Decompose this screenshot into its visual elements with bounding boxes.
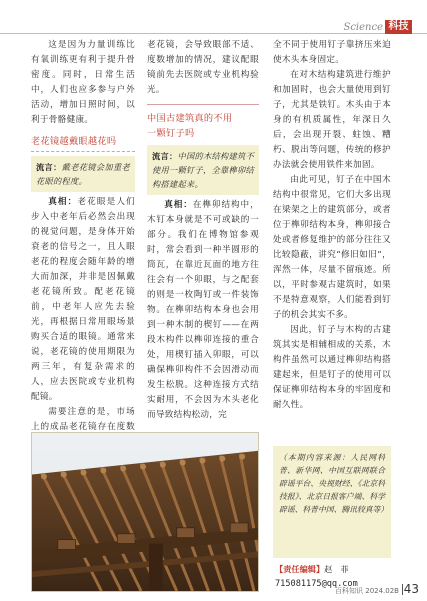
section-label-zh: 科技 [385,20,412,34]
header-rule [0,33,427,34]
paragraph: 需要注意的是，市场上的成品老花镜存在度数 [31,407,135,432]
rumor-text: 戴老花镜会加重老花眼的程度。 [36,162,130,186]
truth-text: 老花眼是人们步入中老年后必然会出现的视觉问题，是身体开始衰老的信号之一，且人眼老花的程度会随年龄的增大而加深，并非是因佩戴老花镜所致。配老花镜前，中老年人应先去验光，再根据日常用眼场景购买合适的眼镜。通常来说，老花镜的使用期限为两三年，有复杂需求的人，应去医院或专业机构配镜。 [31,197,135,402]
article-column-3 [273,38,391,413]
section-heading: 老花镜越戴眼越花吗 [31,136,117,147]
heading-divider [31,151,135,152]
page-number: 43 [403,582,419,596]
rumor-text: 中国的木结构建筑不使用一颗钉子，全靠榫卯结构搭建起来。 [152,151,255,189]
article-column-1 [31,38,135,480]
section-heading-line2: 一颗钉子吗 [147,128,195,139]
rumor-callout [31,156,135,192]
rumor-callout [147,145,259,195]
paragraph [31,195,135,405]
paragraph: 全不同于使用钉子靠挤压来迫使木头本身固定。 [273,40,391,65]
section-divider [147,104,259,105]
rumor-label: 流言： [152,151,178,161]
ancient-eaves-photo [31,432,259,592]
editor-tag: 【责任编辑】 [275,564,325,574]
paragraph [147,198,259,423]
truth-text: 在榫卯结构中，木钉本身就是不可或缺的一部分。我们在博物馆参观时，常会看到一种半圆形的筒瓦，在靠近瓦面的地方往往会有一个卯眼，与之配套的则是一枚陶钉或一件装饰物。在榫卯结构本身也会用到一种木制的楔钉——在两段木构件以榫卯连接的重合处，用楔钉插入卯眼，可以确保榫卯构件不会因滑动而发生松脱。这种连接方式结实耐用，不会因为木头老化而导致结构松动，完 [147,200,259,420]
truth-label: 真相： [48,197,78,207]
paragraph: 这是因为力量训练比有氧训练更有利于提升骨密度。同时，日常生活中，人们也应多参与户外活动，增加日照时间，以利于骨骼健康。 [31,40,135,125]
editor-name: 赵 菲 [324,564,349,574]
paragraph: 在对木结构建筑进行维护和加固时，也会大量使用到钉子，尤其是铁钉。木头由于本身的有机质属性，年深日久后，会出现开裂、蛀蚀、糟朽、脱出等问题，传统的修护办法就会使用铁件来加固。 [273,70,391,170]
footer-magazine-label: 百科知识 2024.02B [335,587,399,595]
rumor-label: 流言： [36,162,62,172]
editor-line [275,563,349,575]
paragraph: 老花镜，会导致眼部不适、度数增加的情况，建议配眼镜前先去医院或专业机构验光。 [147,40,259,95]
source-credit-box [273,446,391,558]
paragraph: 由此可见，钉子在中国木结构中很常见，它们大多出现在梁架之上的建筑部分，或者位于榫卯结构本身，榫卯接合处或者修复维护的部分往往又比较隐蔽，讲究“修旧如旧”，浑然一体，尽量不留痕迹。所以，平时参观古建筑时，如果不是特意观察，人们能看到钉子的机会其实不多。 [273,175,391,320]
editor-email: 715081175@qq.com [275,579,358,589]
section-label-en: Science [343,22,383,33]
section-heading-line1: 中国古建筑真的不用 [147,113,233,124]
truth-label: 真相： [164,200,193,210]
article-column-2 [147,38,259,423]
paragraph: 因此，钉子与木构的古建筑其实是相辅相成的关系，木构件虽然可以通过榫卯结构搭建起来，但是钉子的使用可以保证榫卯结构本身的牢固度和耐久性。 [273,325,391,410]
source-credit-text: （本期内容来源：人民网科普、新华网、中国互联网联合辟谣平台、央视财经、《北京科技报》、北京日报客户端、科学辟谣、科普中国、腾讯较真等） [279,453,389,514]
